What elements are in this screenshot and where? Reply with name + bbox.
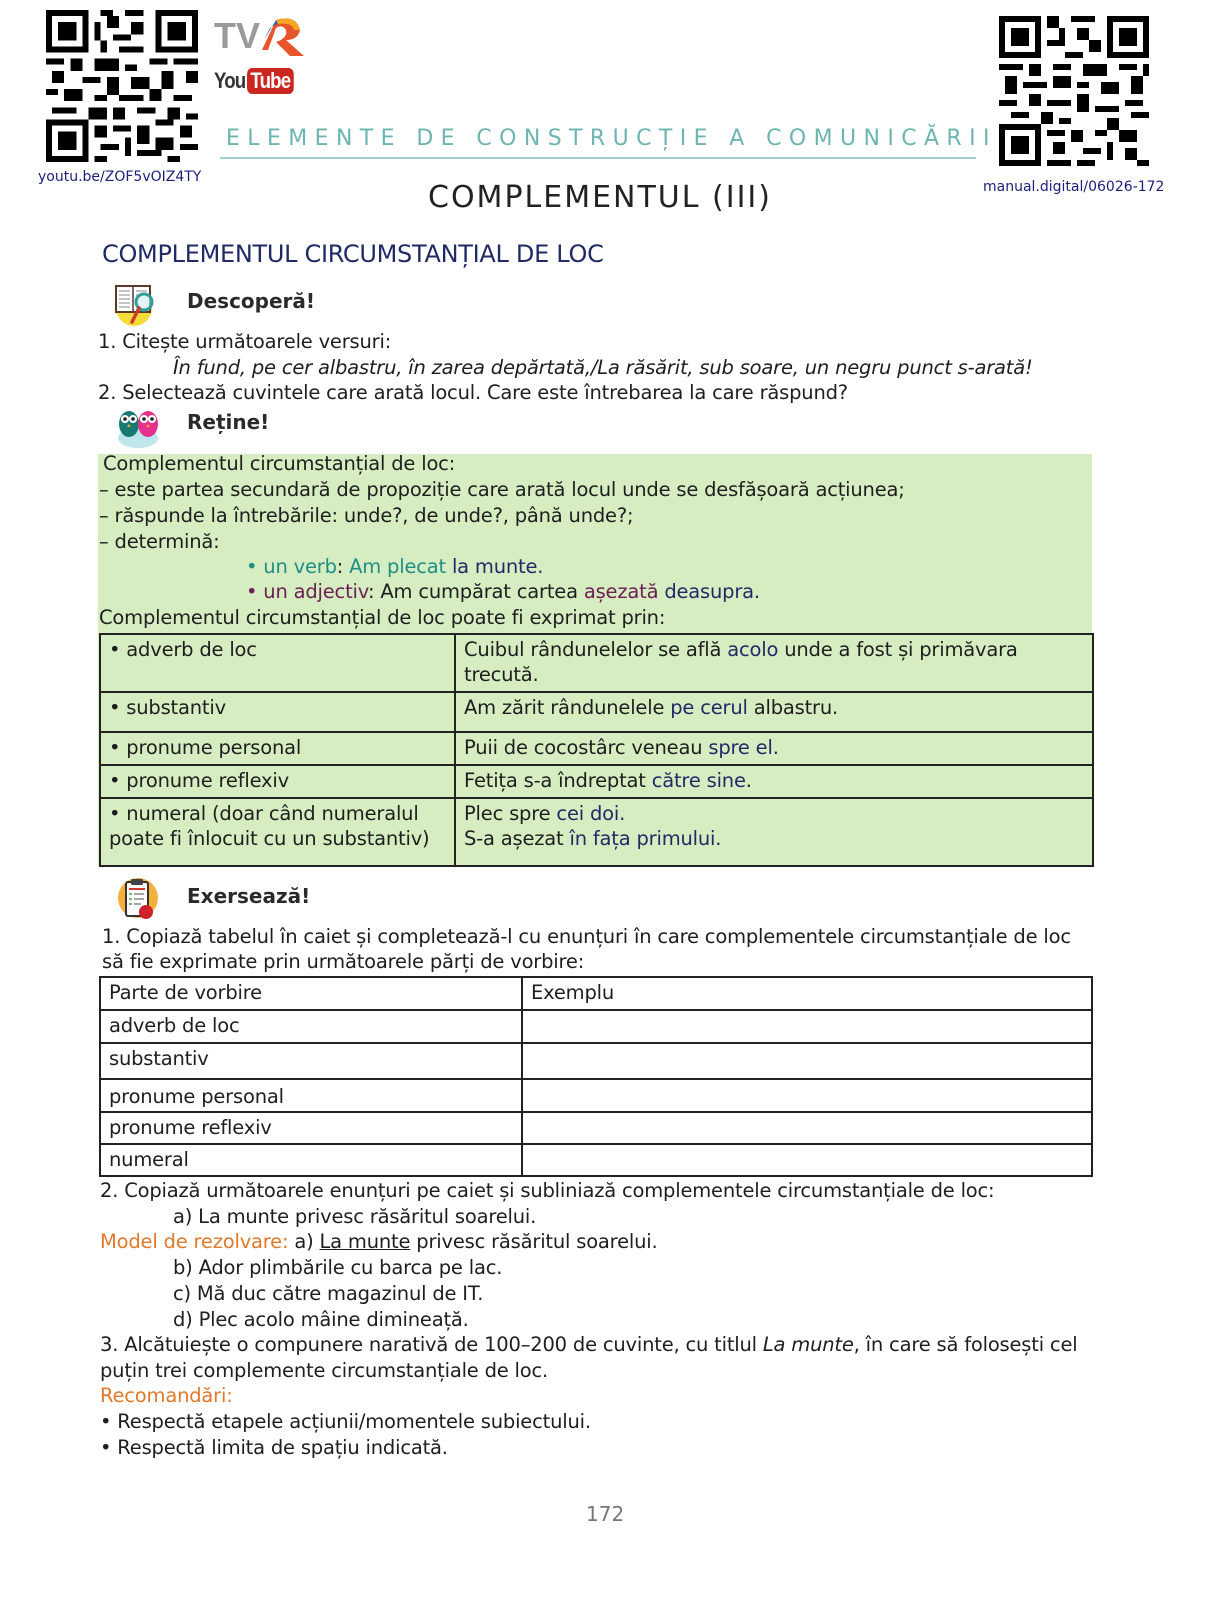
table-row — [100, 1043, 1092, 1079]
adjective-example-complement: deasupra. — [658, 580, 760, 603]
exerseaza-heading: Exersează! — [187, 884, 311, 908]
exercise-3-line-2: puțin trei complemente circumstanțiale de loc. — [100, 1359, 549, 1382]
determines-adjective — [246, 580, 760, 603]
adjective-example-adjective: așezată — [583, 580, 659, 603]
example-text: S-a așezat — [464, 827, 570, 850]
example-text: albastru. — [747, 696, 839, 719]
clipboard-apple-icon — [114, 874, 162, 922]
determines-verb — [246, 555, 543, 578]
book-magnifier-icon — [110, 280, 158, 328]
definition-line-3: – determină: — [99, 530, 220, 553]
qr-manual-link[interactable]: manual.digital/06026-172 — [983, 179, 1165, 195]
table-row — [100, 1144, 1092, 1176]
model-solution — [100, 1230, 657, 1253]
owls-icon — [114, 400, 162, 448]
descopera-heading: Descoperă! — [187, 289, 316, 313]
example-text: Am zărit rândunelele — [464, 696, 671, 719]
tvr-logo-icon — [214, 12, 306, 56]
exercise-1-line-1: 1. Copiază tabelul în caiet și completează-l cu enunțuri în care complementele circumstanțiale de loc — [102, 925, 1071, 948]
part-of-speech-cell: pronume personal — [100, 1079, 522, 1112]
exercise-1-line-2: să fie exprimate prin următoarele părți de vorbire: — [102, 950, 585, 973]
qr-code-icon — [998, 16, 1150, 166]
tvr-text: TV — [214, 15, 261, 56]
column-header-example: Exemplu — [522, 977, 1092, 1010]
part-of-speech-cell: • adverb de loc — [100, 634, 455, 692]
part-of-speech-cell: pronume reflexiv — [100, 1112, 522, 1144]
table-row — [100, 692, 1093, 732]
example-line-2 — [464, 826, 1084, 851]
table-row — [100, 634, 1093, 692]
section-title: COMPLEMENTUL CIRCUMSTANȚIAL DE LOC — [102, 240, 604, 268]
example-complement: pe cerul — [670, 696, 748, 719]
verb-example-complement: la munte. — [445, 555, 544, 578]
expression-table — [99, 633, 1094, 867]
verb-label: • un verb — [246, 555, 337, 578]
example-text: Plec spre — [464, 802, 557, 825]
youtube-you-text: You — [214, 68, 246, 93]
verses-text: În fund, pe cer albastru, în zarea depărtată,/La răsărit, sub soare, un negru punct s-arată! — [173, 356, 1033, 379]
descopera-item-1: 1. Citește următoarele versuri: — [98, 330, 392, 353]
example-cell — [455, 798, 1093, 866]
example-complement: în fața primului. — [569, 827, 722, 850]
example-text: Cuibul rândunelelor se află — [464, 638, 728, 661]
verb-example-verb: Am plecat — [349, 555, 446, 578]
exercise-2-a: a) La munte privesc răsăritul soarelui. — [173, 1205, 537, 1228]
youtube-logo — [214, 66, 294, 96]
recommendations-label: Recomandări: — [100, 1384, 233, 1407]
example-blank-cell[interactable] — [522, 1043, 1092, 1079]
model-rest: privesc răsăritul soarelui. — [410, 1230, 658, 1253]
example-blank-cell[interactable] — [522, 1112, 1092, 1144]
model-label: Model de rezolvare: — [100, 1230, 289, 1253]
recommendation-1: • Respectă etapele acțiunii/momentele subiectului. — [100, 1410, 591, 1433]
table-row — [100, 765, 1093, 798]
definition-line-2: – răspunde la întrebările: unde?, de unde?, până unde?; — [99, 504, 634, 527]
table-row — [100, 1112, 1092, 1144]
verb-separator: : — [336, 555, 350, 578]
column-header-part-of-speech: Parte de vorbire — [100, 977, 522, 1010]
example-text: unde a fost și primăvara trecută. — [464, 638, 1018, 686]
part-of-speech-cell: • pronume personal — [100, 732, 455, 765]
part-of-speech-cell: • pronume reflexiv — [100, 765, 455, 798]
chapter-heading: ELEMENTE DE CONSTRUCȚIE A COMUNICĂRII — [226, 126, 997, 151]
expressed-by-label: Complementul circumstanțial de loc poate fi exprimat prin: — [99, 606, 666, 629]
exercise-2-d: d) Plec acolo mâine dimineață. — [173, 1308, 469, 1331]
example-text: Puii de cocostârc veneau — [464, 736, 709, 759]
part-of-speech-cell: • numeral (doar când numeralul poate fi înlocuit cu un substantiv) — [100, 798, 455, 866]
qr-youtube-link[interactable]: youtu.be/ZOF5vOIZ4TY — [38, 169, 202, 185]
table-row — [100, 732, 1093, 765]
qr-code-icon — [46, 10, 198, 162]
qr-code-manual[interactable] — [998, 16, 1150, 166]
example-cell — [455, 765, 1093, 798]
example-complement: cei doi. — [556, 802, 626, 825]
table-header-row — [100, 977, 1092, 1010]
part-of-speech-cell: • substantiv — [100, 692, 455, 732]
part-of-speech-cell: numeral — [100, 1144, 522, 1176]
example-complement: spre el. — [708, 736, 779, 759]
example-complement: către sine — [651, 769, 746, 792]
qr-code-youtube[interactable] — [46, 10, 198, 162]
exercise-2-b: b) Ador plimbările cu barca pe lac. — [173, 1256, 503, 1279]
table-row — [100, 798, 1093, 866]
model-underlined-complement: La munte — [319, 1230, 411, 1253]
example-complement: acolo — [727, 638, 779, 661]
composition-title: La munte — [762, 1333, 854, 1356]
example-text: Fetița s-a îndreptat — [464, 769, 652, 792]
adjective-label: • un adjectiv — [246, 580, 369, 603]
definition-line-1: – este partea secundară de propoziție care arată locul unde se desfășoară acțiunea; — [99, 478, 905, 501]
example-cell — [455, 634, 1093, 692]
exercise-3-text: , în care să folosești cel — [853, 1333, 1078, 1356]
example-blank-cell[interactable] — [522, 1010, 1092, 1043]
tvr-logo — [214, 12, 306, 56]
adjective-sentence: : Am cumpărat cartea — [368, 580, 584, 603]
descopera-item-2: 2. Selectează cuvintele care arată locul. Care este întrebarea la care răspund? — [98, 381, 848, 404]
retine-heading: Reține! — [187, 410, 270, 434]
exercise-3-text: 3. Alcătuiește o compunere narativă de 100–200 de cuvinte, cu titlul — [100, 1333, 763, 1356]
part-of-speech-cell: substantiv — [100, 1043, 522, 1079]
youtube-tube-text: Tube — [247, 68, 294, 94]
definition-intro: Complementul circumstanțial de loc: — [103, 452, 456, 475]
example-blank-cell[interactable] — [522, 1144, 1092, 1176]
exercise-2-c: c) Mă duc către magazinul de IT. — [173, 1282, 484, 1305]
lesson-title: COMPLEMENTUL (III) — [428, 180, 772, 215]
recommendation-2: • Respectă limita de spațiu indicată. — [100, 1436, 448, 1459]
example-cell — [455, 692, 1093, 732]
page-number: 172 — [586, 1502, 625, 1526]
part-of-speech-cell: adverb de loc — [100, 1010, 522, 1043]
model-prefix: a) — [294, 1230, 320, 1253]
example-blank-cell[interactable] — [522, 1079, 1092, 1112]
exercise-table — [99, 976, 1093, 1177]
chapter-divider — [220, 157, 976, 159]
table-row — [100, 1079, 1092, 1112]
example-text: . — [745, 769, 752, 792]
example-cell — [455, 732, 1093, 765]
table-row — [100, 1010, 1092, 1043]
exercise-3-line-1 — [100, 1333, 1077, 1356]
example-line-1 — [464, 801, 1084, 826]
exercise-2-prompt: 2. Copiază următoarele enunțuri pe caiet și subliniază complementele circumstanțiale de loc: — [100, 1179, 995, 1202]
